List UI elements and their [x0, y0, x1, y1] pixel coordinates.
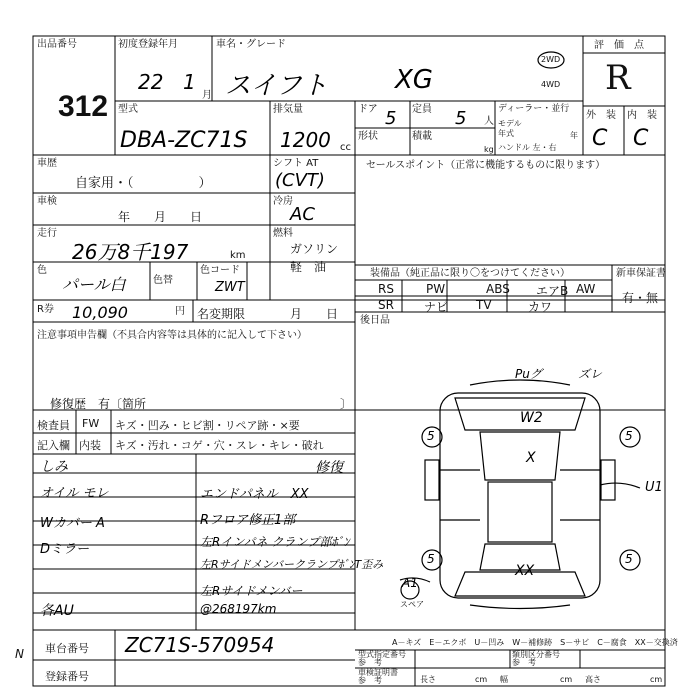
model-year-label: モデル 年式: [498, 119, 522, 138]
reg-month: 1: [183, 70, 196, 94]
inspection-value: 年 月 日: [118, 210, 203, 224]
record-col-label: 記入欄: [37, 439, 70, 452]
note-right-7: @268197km: [200, 602, 277, 616]
kg-unit: kg: [484, 145, 494, 154]
rear-seat-label: 後日品: [360, 315, 390, 326]
color-label: 色: [37, 265, 47, 276]
diagram-label-w2: W2: [520, 410, 543, 426]
tire-depth-rr: 5: [625, 552, 633, 566]
car-name: スイフト: [225, 71, 328, 101]
equip-navi: ナビ: [424, 300, 449, 314]
displacement: 1200: [280, 128, 331, 152]
note-right-1: 修復: [315, 460, 343, 476]
yen-unit: 円: [175, 306, 185, 317]
aircon-label: 冷房: [273, 196, 293, 207]
r-ticket-value: 10,090: [72, 303, 128, 322]
spare-label: スペア: [400, 600, 424, 609]
note-right-6: 左Rサイドメンバー: [200, 584, 303, 598]
color-code-label: 色コード: [200, 265, 240, 276]
reg-label: 登録番号: [45, 670, 89, 683]
chassis-value: ZC71S-570954: [125, 633, 275, 657]
month-unit: 月: [202, 90, 212, 101]
length-label: 長さ: [420, 675, 436, 684]
score: R: [605, 58, 631, 98]
interior-grade: C: [633, 126, 649, 151]
diagram-label-u1: U1: [645, 480, 663, 495]
tire-depth-fr: 5: [625, 429, 633, 443]
shift-value: (CVT): [275, 170, 325, 191]
reg-year: 22: [138, 70, 164, 94]
repair-history-label: 修復歴 有〔箇所: [50, 397, 147, 411]
new-car-cert-value: 有・無: [622, 291, 659, 305]
equip-leather: カワ: [528, 300, 553, 314]
note-right-5: 左RサイドメンバークランプﾎﾞﾝT歪み: [200, 558, 384, 571]
inspection-label: 車検: [37, 196, 57, 207]
drive-2wd: 2WD: [541, 55, 561, 64]
width-label: 幅: [500, 675, 508, 684]
equip-abs: ABS: [486, 282, 510, 296]
note-left-4: Dミラー: [40, 542, 90, 557]
fw-label: FW: [82, 417, 100, 430]
vehicle-cert-label: 車検証明書 参 考: [358, 668, 398, 685]
note-right-2: エンドパネル XX: [200, 487, 309, 502]
fuel-label: 燃料: [273, 228, 293, 239]
name-change-label: 名変期限: [197, 307, 246, 321]
shift-label: シフト AT: [273, 158, 319, 169]
inspector-row-2: キズ・汚れ・コゲ・穴・スレ・キレ・破れ: [115, 439, 324, 452]
grade: XG: [395, 65, 433, 95]
equip-tv: TV: [476, 298, 492, 312]
doors: 5: [385, 108, 397, 129]
equip-sr: SR: [378, 298, 394, 312]
margin-note: N: [15, 647, 24, 661]
interior-col-label: 内装: [79, 439, 101, 452]
length-unit: cm: [475, 675, 488, 684]
km-unit: km: [230, 250, 246, 261]
note-left-7: 各AU: [40, 603, 74, 619]
load-label: 積載: [412, 131, 432, 142]
chassis-label: 車台番号: [45, 642, 89, 655]
equipment-label: 装備品（純正品に限り〇をつけてください）: [370, 268, 570, 279]
note-left-1: しみ: [40, 459, 68, 475]
doors-label: ドア: [358, 104, 378, 115]
equip-rs: RS: [378, 282, 394, 296]
color-code: ZWT: [215, 280, 245, 295]
repair-history-close: 〕: [340, 397, 353, 411]
displacement-label: 排気量: [273, 104, 303, 115]
new-car-cert-label: 新車保証書: [616, 268, 666, 279]
name-change-date: 月 日: [290, 307, 339, 321]
class-label: 類別区分番号 参 考: [512, 650, 560, 667]
tire-depth-rl: 5: [427, 552, 435, 566]
history-value: 自家用・（ ）: [75, 176, 212, 191]
diagram-label-sure: ズレ: [578, 367, 603, 381]
drive-4wd: 4WD: [541, 80, 561, 89]
note-left-3: Wカバー A: [40, 516, 105, 531]
windshield-outline: [480, 432, 560, 480]
declare-label: 注意事項申告欄（不具合内容等は具体的に記入して下さい）: [37, 330, 307, 341]
tire-depth-fl: 5: [427, 429, 435, 443]
roof-outline: [488, 482, 552, 542]
fuel-options: ガソリン 軽 油: [290, 242, 339, 274]
handle-label: ハンドル 左・右: [498, 143, 557, 152]
height-unit: cm: [650, 675, 663, 684]
cc-unit: cc: [340, 142, 351, 153]
inspector-row-1: キズ・凹み・ヒビ割・リペア跡・×要: [115, 419, 300, 432]
model: DBA-ZC71S: [120, 128, 248, 153]
reg-date-label: 初度登録年月: [118, 39, 178, 50]
history-label: 車歴: [37, 158, 57, 169]
person-unit: 人: [484, 116, 494, 127]
rear-bumper-outline: [470, 605, 570, 609]
note-right-3: Rフロア修正1部: [200, 513, 296, 528]
lot-no: 312: [58, 90, 109, 123]
diagram-label-a1: A1: [402, 576, 418, 590]
mirror-left-outline: [425, 460, 439, 500]
shape-label: 形状: [358, 131, 378, 142]
model-label: 型式: [118, 104, 138, 115]
width-unit: cm: [560, 675, 573, 684]
color-value: パール白: [62, 275, 126, 294]
equip-pw: PW: [426, 282, 446, 296]
lot-no-label: 出品番号: [37, 39, 77, 50]
height-label: 高さ: [585, 675, 601, 684]
name-grade-label: 車名・グレード: [216, 39, 286, 50]
diagram-label-xx: XX: [515, 563, 535, 579]
interior-label: 内 装: [627, 110, 657, 121]
type-cert-label: 型式指定番号 参 考: [358, 650, 406, 667]
diagram-label-plug: Puグ: [515, 367, 542, 381]
mileage-label: 走行: [37, 228, 57, 239]
sales-point-label: セールスポイント（正常に機能するものに限ります）: [366, 160, 606, 171]
diagram-label-x: X: [526, 450, 536, 466]
mileage: 26万8千197: [72, 240, 189, 264]
year-unit: 年: [570, 131, 578, 140]
exterior-grade: C: [592, 126, 608, 151]
dealer-label: ディーラー・並行: [498, 104, 570, 114]
equip-airbag: エアB: [536, 284, 569, 298]
note-left-2: オイル モレ: [40, 486, 109, 501]
color-change-label: 色替: [153, 275, 173, 286]
r-ticket-label: R券: [37, 304, 54, 315]
damage-legend: A－キズ E－エクボ U－凹み W－補修跡 S－サビ C－腐食 XX－交換済: [392, 638, 678, 647]
aircon-value: AC: [290, 204, 315, 225]
exterior-label: 外 装: [586, 110, 616, 121]
score-label: 評 価 点: [594, 40, 644, 51]
inspector-col-label: 検査員: [37, 419, 70, 432]
capacity-label: 定員: [412, 104, 432, 115]
mirror-right-outline: [601, 460, 615, 500]
equip-aw: AW: [576, 282, 596, 296]
capacity: 5: [455, 108, 467, 129]
note-right-4: 左Rインパネ クランプ部ﾎﾞﾝ: [200, 535, 350, 549]
